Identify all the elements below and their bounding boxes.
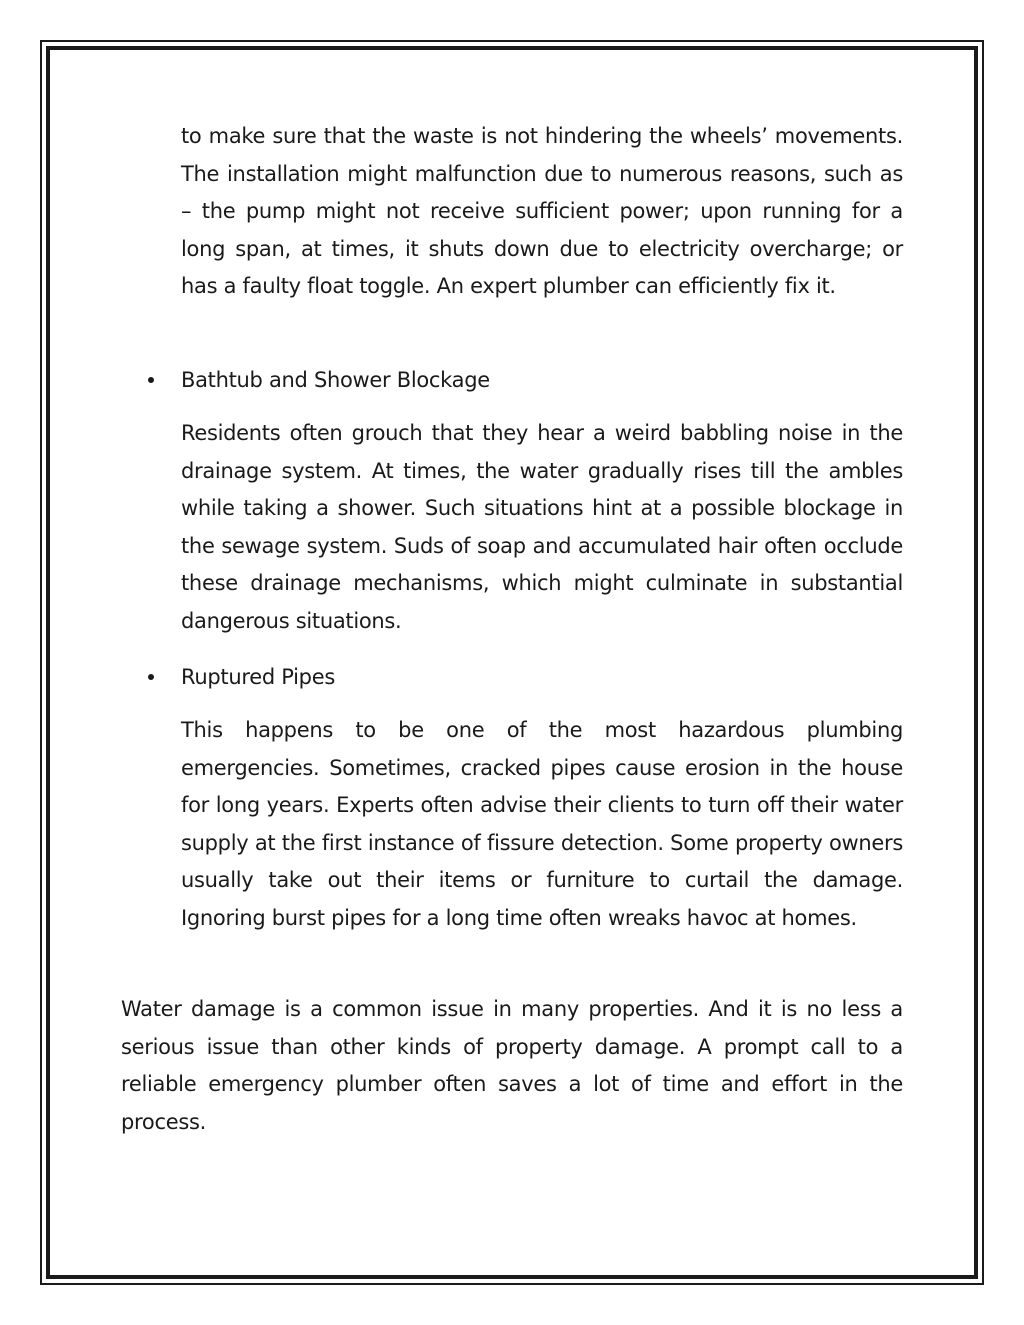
list-item-bathtub [0, 361, 1024, 399]
bathtub-paragraph: Residents often grouch that they hear a weird babbling noise in the drainage system. At times, the water gradually rises till the ambles while taking a shower. Such situations hint at a possible blockage in the sewage system. Suds of soap and accumulated hair often occlude these drainage mechanisms, which might culminate in substantial dangerous situations. [181, 421, 903, 633]
list-item-pipes [0, 658, 1024, 696]
pipes-paragraph: This happens to be one of the most hazardous plumbing emergencies. Sometimes, cracked pipes cause erosion in the house for long years. Experts often advise their clients to turn off their water supply at the first instance of fissure detection. Some property owners usually take out their items or furniture to curtail the damage. Ignoring burst pipes for a long time often wreaks havoc at homes. [181, 718, 903, 930]
bullet-icon [148, 674, 154, 680]
conclusion-paragraph: Water damage is a common issue in many properties. And it is no less a serious issue than other kinds of property damage. A prompt call to a reliable emergency plumber often saves a lot of time and effort in the process. [121, 997, 903, 1134]
bullet-heading-bathtub: Bathtub and Shower Blockage [181, 368, 490, 392]
bullet-icon [148, 377, 154, 383]
bullet-heading-pipes: Ruptured Pipes [181, 665, 335, 689]
continuation-paragraph: to make sure that the waste is not hindering the wheels’ movements. The installation might malfunction due to numerous reasons, such as – the pump might not receive sufficient power; upon running for a long span, at times, it shuts down due to electricity overcharge; or has a faulty float toggle. An expert plumber can efficiently fix it. [181, 124, 903, 299]
